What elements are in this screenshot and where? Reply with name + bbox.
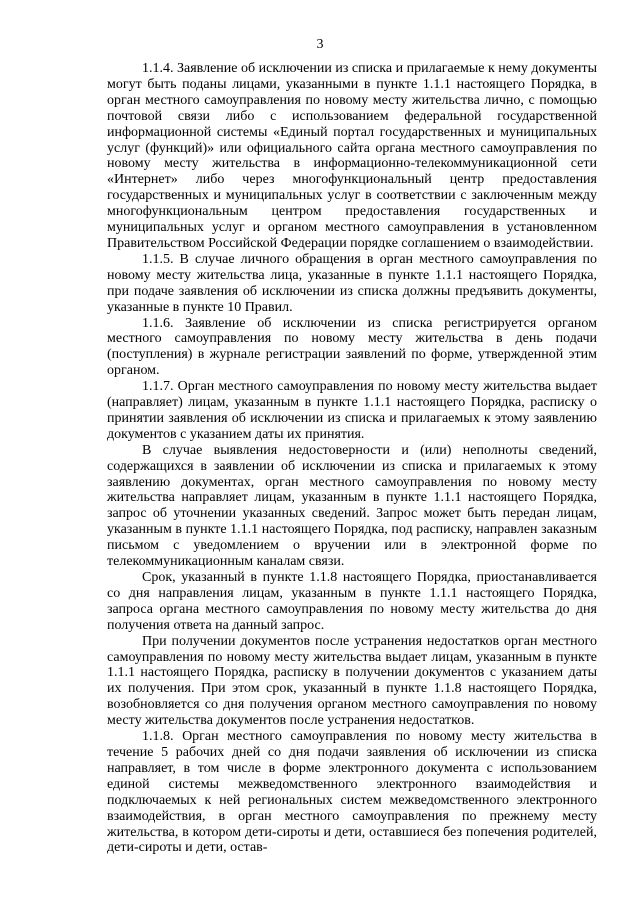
- paragraph-1-1-8: 1.1.8. Орган местного самоуправления по новому месту жительства в течение 5 рабочих дней со дня подачи заявления об исключении из списка направляет, в том числе в форме электронного документа с использованием единой системы межведомственного электронного взаимодействия и подключаемых к ней региональных систем межведомственного электронного взаимодействия, в орган местного самоуправления по прежнему месту жительства, в котором дети-сироты и дети, оставшиеся без попечения родителей, дети-сироты и дети, остав-: [107, 729, 597, 856]
- paragraph-1-1-6: 1.1.6. Заявление об исключении из списка регистрируется органом местного самоуправления по новому месту жительства в день подачи (поступления) в журнале регистрации заявлений по форме, утвержденной этим органом.: [107, 315, 597, 379]
- paragraph-1-1-5: 1.1.5. В случае личного обращения в орган местного самоуправления по новому месту жительства лица, указанные в пункте 1.1.1 настоящего Порядка, при подаче заявления об исключении из списка должны предъявить документы, указанные в пункте 10 Правил.: [107, 251, 597, 315]
- document-body: [107, 61, 597, 856]
- paragraph-term-suspension: Срок, указанный в пункте 1.1.8 настоящего Порядка, приостанавливается со дня направления лицам, указанным в пункте 1.1.1 настоящего Порядка, запроса органа местного самоуправления по новому месту жительства до дня получения ответа на данный запрос.: [107, 570, 597, 633]
- paragraph-1-1-7: 1.1.7. Орган местного самоуправления по новому месту жительства выдает (направляет) лицам, указанным в пункте 1.1.1 настоящего Порядка, расписку о принятии заявления об исключении из списка и прилагаемых к этому заявлению документов с указанием даты их принятия.: [107, 379, 597, 442]
- paragraph-clarification-request: В случае выявления недостоверности и (или) неполноты сведений, содержащихся в заявлении об исключении из списка и прилагаемых к этому заявлению документах, орган местного самоуправления по новому месту жительства направляет лицам, указанным в пункте 1.1.1 настоящего Порядка, запрос об уточнении указанных сведений. Запрос может быть передан лицам, указанным в пункте 1.1.1 настоящего Порядка, под расписку, направлен заказным письмом с уведомлением о вручении или в электронной форме по телекоммуникационным каналам связи.: [107, 442, 597, 570]
- paragraph-term-resumption: При получении документов после устранения недостатков орган местного самоуправления по новому месту жительства выдает лицам, указанным в пункте 1.1.1 настоящего Порядка, расписку в получении документов с указанием даты их получения. При этом срок, указанный в пункте 1.1.8 настоящего Порядка, возобновляется со дня получения органом местного самоуправления по новому месту жительства документов после устранения недостатков.: [107, 633, 597, 729]
- page-number: 3: [316, 37, 324, 52]
- paragraph-1-1-4: 1.1.4. Заявление об исключении из списка и прилагаемые к нему документы могут быть поданы лицами, указанными в пункте 1.1.1 настоящего Порядка, в орган местного самоуправления по новому месту жительства лично, с помощью почтовой связи либо с использованием федеральной государственной информационной системы «Единый портал государственных и муниципальных услуг (функций)» или официального сайта органа местного самоуправления по новому месту жительства в информационно-телекоммуникационной сети «Интернет» либо через многофункциональный центр предоставления государственных и муниципальных услуг в соответствии с заключенным между многофункциональным центром предоставления государственных и муниципальных услуг и органом местного самоуправления в установленном Правительством Российской Федерации порядке соглашением о взаимодействии.: [107, 61, 597, 251]
